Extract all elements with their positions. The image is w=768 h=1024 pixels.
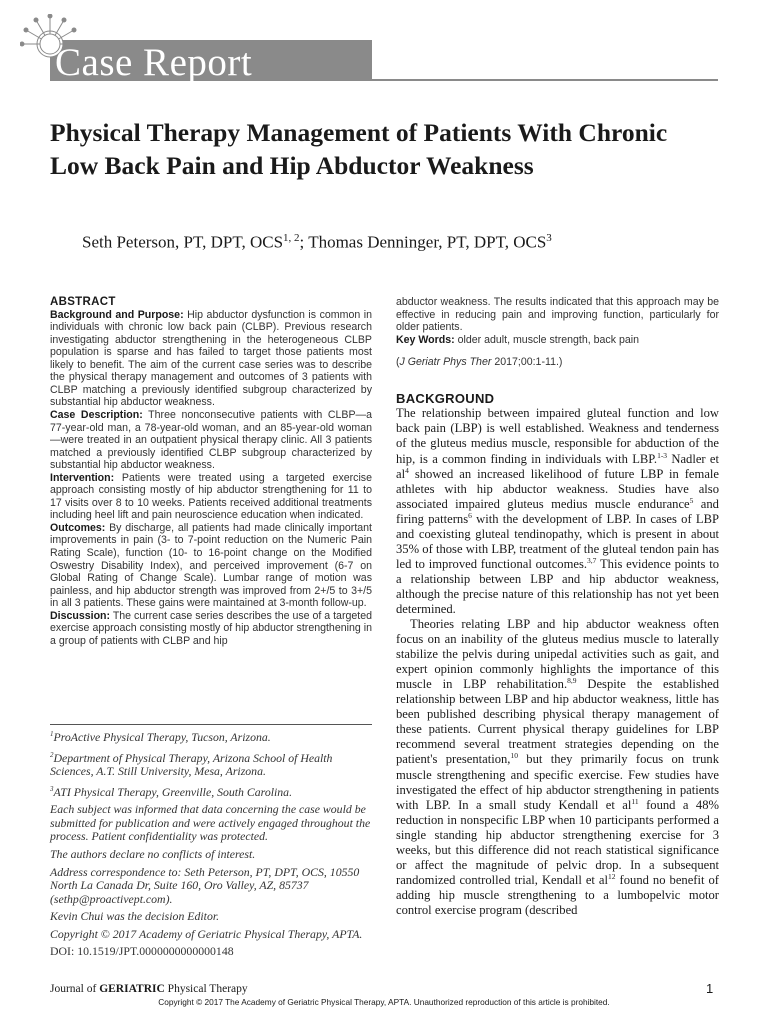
abstract-label: Background and Purpose: <box>50 308 184 321</box>
abstract-text: The current case series describes the use of a targeted exercise approach consisting mostly of hip abductor strengthening in a group of patients with CLBP and hip <box>50 609 372 647</box>
background-paragraph <box>396 406 719 617</box>
affiliation-footnote <box>50 728 372 745</box>
affiliation-footnote <box>50 783 372 800</box>
copyright-note: Copyright © 2017 Academy of Geriatric Physical Therapy, APTA. <box>50 926 363 941</box>
body-text: Nadler et al <box>396 451 720 481</box>
abstract-label: Intervention: <box>50 471 115 484</box>
footnote-text: Department of Physical Therapy, Arizona School of Health Sciences, A.T. Still University, Mesa, Arizona. <box>50 750 333 779</box>
abstract-text: Patients were treated using a targeted exercise approach consisting mostly of hip abductor strengthening for 11 to 17 visits over 8 to 10 weeks. Patients received additional treatments including heel lift and pain neuroscience education when indicated. <box>50 471 372 522</box>
reference-mark: 5 <box>689 495 694 505</box>
footnote-mark: 1 <box>50 730 54 738</box>
reference-mark: 12 <box>608 871 616 881</box>
right-column <box>396 296 719 918</box>
consent-note: Each subject was informed that data concerning the case would be submitted for publication and were actively engaged throughout the process. Patient confidentiality was protected. <box>50 802 371 844</box>
abstract-text: Hip abductor dysfunction is common in individuals with chronic low back pain (CLBP). Previous research investigating abductor strengthening in the heterogeneous CLBP population is sparse and has failed to target those patients most likely to benefit. The aim of the current case series was to describe the physical therapy management and outcomes of 3 patients with CLBP matching a previously identified subgroup characterized by substantial hip abductor weakness. <box>50 308 372 409</box>
journal-name-part: Journal of <box>50 983 100 995</box>
body-text: Despite the established relationship between LBP and hip abductor weakness, little has been published describing physical therapy management of these patients. Current physical therapy guidelines for LBP recommend several treatment strategies depending on the patient's presentation, <box>396 677 719 767</box>
abstract-label: Case Description: <box>50 408 143 421</box>
doi: DOI: 10.1519/JPT.0000000000000148 <box>50 944 234 959</box>
body-text: but they primarily focus on trunk muscle strengthening and specific exercise. Few studies have investigated the effect of hip abductor strengthening in patients with LBP. In a small study Kendall et al <box>396 752 719 812</box>
body-text: showed an increased likelihood of future LBP in female athletes with hip abductor weakness. Studies have also associated impaired gluteus medius muscle endurance <box>396 466 719 511</box>
author-affiliation-mark: 1, 2 <box>283 232 300 244</box>
footnote-divider <box>50 724 372 725</box>
page-number: 1 <box>706 981 714 996</box>
reference-mark: 6 <box>468 510 472 520</box>
abstract-label: Outcomes: <box>50 521 106 534</box>
abstract-case-description <box>50 409 372 472</box>
abstract-label: Discussion: <box>50 609 111 622</box>
reference-mark: 1-3 <box>657 450 668 460</box>
body-text: Theories relating LBP and hip abductor weakness often focus on an inability of the gluteus medius muscle to laterally stabilize the pelvis during unipedal activities such as gait, and expert opinion commonly highlights the importance of this muscle in LBP rehabilitation. <box>396 617 719 692</box>
editor-note: Kevin Chui was the decision Editor. <box>50 909 220 924</box>
abstract-heading: ABSTRACT <box>50 296 116 308</box>
author-name: Seth Peterson, PT, DPT, OCS <box>82 232 284 252</box>
copyright-line: Copyright © 2017 The Academy of Geriatric Physical Therapy, APTA. Unauthorized reproduction of this article is prohibited. <box>158 997 610 1007</box>
abstract-column <box>50 296 372 647</box>
citation-detail: 2017;00:1-11.) <box>491 356 563 369</box>
body-text: with the development of LBP. In cases of LBP and coexisting gluteal tendinopathy, which is present in about 35% of those with LBP, treatment of the gluteal tendon pain has led to improved functional outcomes. <box>396 511 719 571</box>
abstract-keywords <box>396 334 719 347</box>
abstract-intervention <box>50 472 372 522</box>
footnote-text: ProActive Physical Therapy, Tucson, Arizona. <box>53 729 271 744</box>
banner-rule <box>372 79 718 81</box>
body-text: found no benefit of adding hip muscle strengthening to a lumbopelvic motor control exercise program (described <box>396 872 720 917</box>
footnote-mark: 3 <box>50 784 54 793</box>
abstract-discussion <box>50 610 372 648</box>
citation-open: ( <box>396 356 400 369</box>
body-text: and firing patterns <box>396 496 719 526</box>
correspondence-note: Address correspondence to: Seth Peterson, PT, DPT, OCS, 10550 North La Canada Dr, Suite 160, Oro Valley, AZ, 85737 (sethp@proactivept.com). <box>50 864 360 906</box>
abstract-discussion-continued: abductor weakness. The results indicated that this approach may be effective in reducing pain and improving function, particularly for older patients. <box>396 296 719 334</box>
reference-mark: 11 <box>631 796 639 806</box>
abstract-text: Three nonconsecutive patients with CLBP—a 77-year-old man, a 78-year-old woman, and an 85-year-old woman—were treated in an outpatient physical therapy clinic. All 3 patients matched a previously identified CLBP subgroup characterized by substantial hip abductor weakness. <box>50 408 372 472</box>
journal-name-part: GERIATRIC <box>99 983 165 995</box>
abstract-text: By discharge, all patients had made clinically important improvements in pain (3- to 7-point reduction on the Numeric Pain Rating Scale), function (10- to 16-point change on the Modified Oswestry Disability Index), and perceived improvement (6-7 on Global Rating of Change Scale). Lumbar range of motion was painless, and hip abductor strength was improved from 2+/5 to 3+/5 in all 3 patients. These gains were maintained at 3-month follow-up. <box>50 521 372 610</box>
keywords-text: older adult, muscle strength, back pain <box>457 333 639 346</box>
affiliation-footnote <box>50 749 372 779</box>
citation <box>396 356 719 369</box>
citation-journal: J Geriatr Phys Ther <box>399 356 492 369</box>
abstract-background <box>50 309 372 409</box>
background-paragraph <box>396 617 719 918</box>
footnotes <box>50 728 372 963</box>
body-text: found a 48% reduction in nonspecific LBP when 10 participants performed a single standing hip abductor strengthening exercise for 3 weeks, but this difference did not reach statistical significance or affect the magnitude of pelvic drop. In a subsequent randomized controlled trial, Kendall et al <box>396 797 719 887</box>
background-heading: BACKGROUND <box>396 390 495 406</box>
journal-name-part: Physical Therapy <box>164 983 248 995</box>
footnote-text: ATI Physical Therapy, Greenville, South Carolina. <box>53 784 293 799</box>
author-name: Thomas Denninger, PT, DPT, OCS <box>308 232 547 252</box>
body-text: The relationship between impaired gluteal function and low back pain (LBP) is well established. Weakness and tenderness of the gluteus medius muscle, responsible for abduction of the hip, is a common finding in individuals with LBP. <box>396 406 719 466</box>
body-text: This evidence points to a relationship between LBP and hip abductor weakness, although the precise nature of this relationship has not yet been determined. <box>396 556 720 616</box>
abstract-outcomes <box>50 522 372 610</box>
reference-mark: 3,7 <box>587 555 597 565</box>
author-separator: ; <box>299 232 309 252</box>
reference-mark: 10 <box>510 751 518 761</box>
journal-footer <box>50 983 248 995</box>
reference-mark: 8,9 <box>567 676 577 686</box>
section-label: Case Report <box>55 41 253 84</box>
footnote-mark: 2 <box>50 750 54 759</box>
conflicts-note: The authors declare no conflicts of interest. <box>50 846 256 861</box>
author-line <box>82 227 722 254</box>
reference-mark: 4 <box>405 465 409 475</box>
author-affiliation-mark: 3 <box>546 232 552 244</box>
article-title: Physical Therapy Management of Patients With Chronic Low Back Pain and Hip Abductor Weakness <box>50 118 668 180</box>
keywords-label: Key Words: <box>396 333 455 346</box>
